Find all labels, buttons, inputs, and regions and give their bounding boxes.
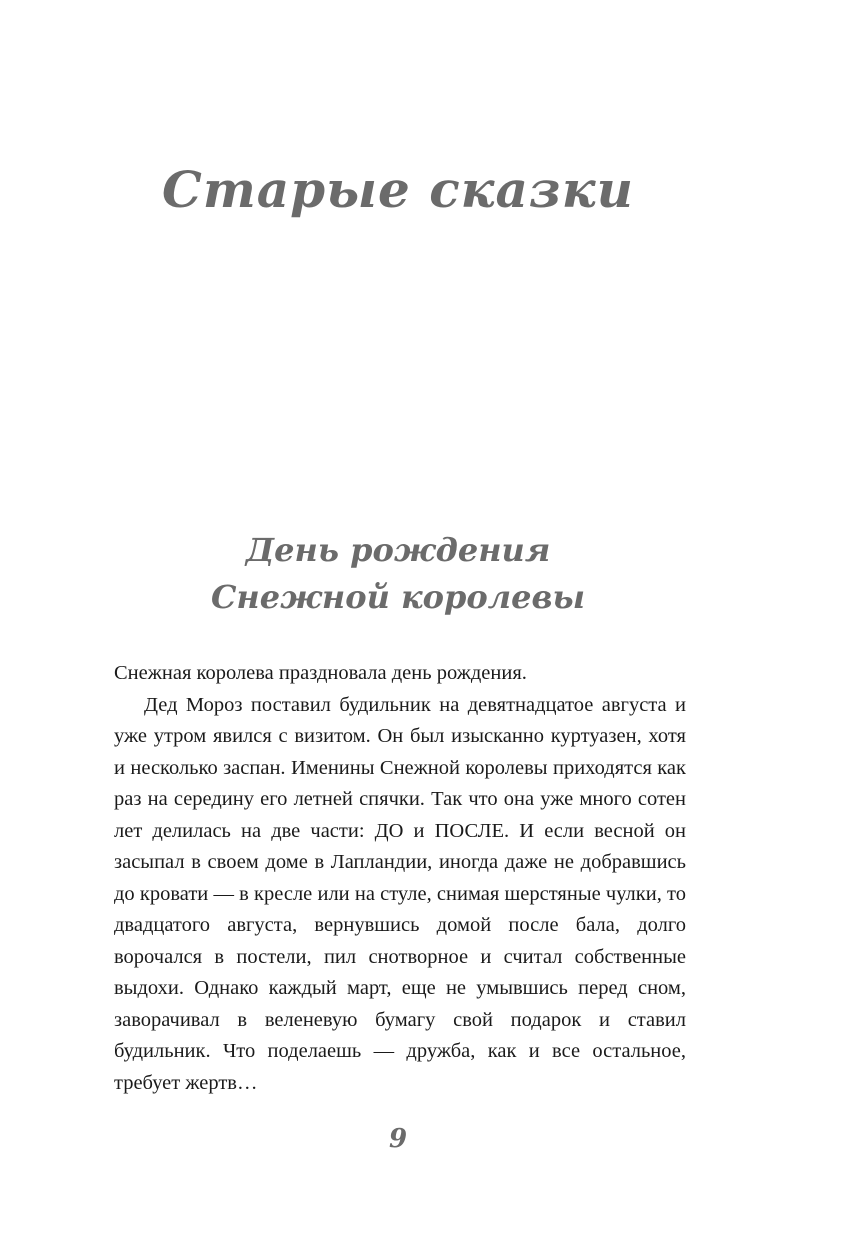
paragraph-2: Дед Мороз поставил будильник на девятнадцатое августа и уже утром явился с визитом. Он был изысканно куртуазен, хотя и несколько заспан. Именины Снежной королевы приходятся как раз на середину его летней спячки. Так что она уже много сотен лет делилась на две части: ДО и ПОСЛЕ. И если весной он засыпал в своем доме в Лапландии, иногда даже не добравшись до кровати — в кресле или на стуле, снимая шерстяные чулки, то двадцатого августа, вернувшись домой после бала, долго ворочался в постели, пил снотворное и считал собственные выдохи. Однако каждый март, еще не умывшись перед сном, заворачивал в веленевую бумагу свой подарок и ставил будильник. Что поделаешь — дружба, как и все остальное, требует жертв… (114, 693, 686, 1094)
story-title-line-1: День рождения (245, 531, 551, 569)
page-number: 9 (388, 1124, 408, 1154)
story-title-line-2: Снежной королевы (210, 578, 586, 616)
paragraph-1: Снежная королева праздновала день рождения. (114, 662, 527, 684)
section-title: Старые сказки (162, 160, 634, 219)
story-title (0, 527, 796, 621)
story-body (114, 658, 686, 1099)
